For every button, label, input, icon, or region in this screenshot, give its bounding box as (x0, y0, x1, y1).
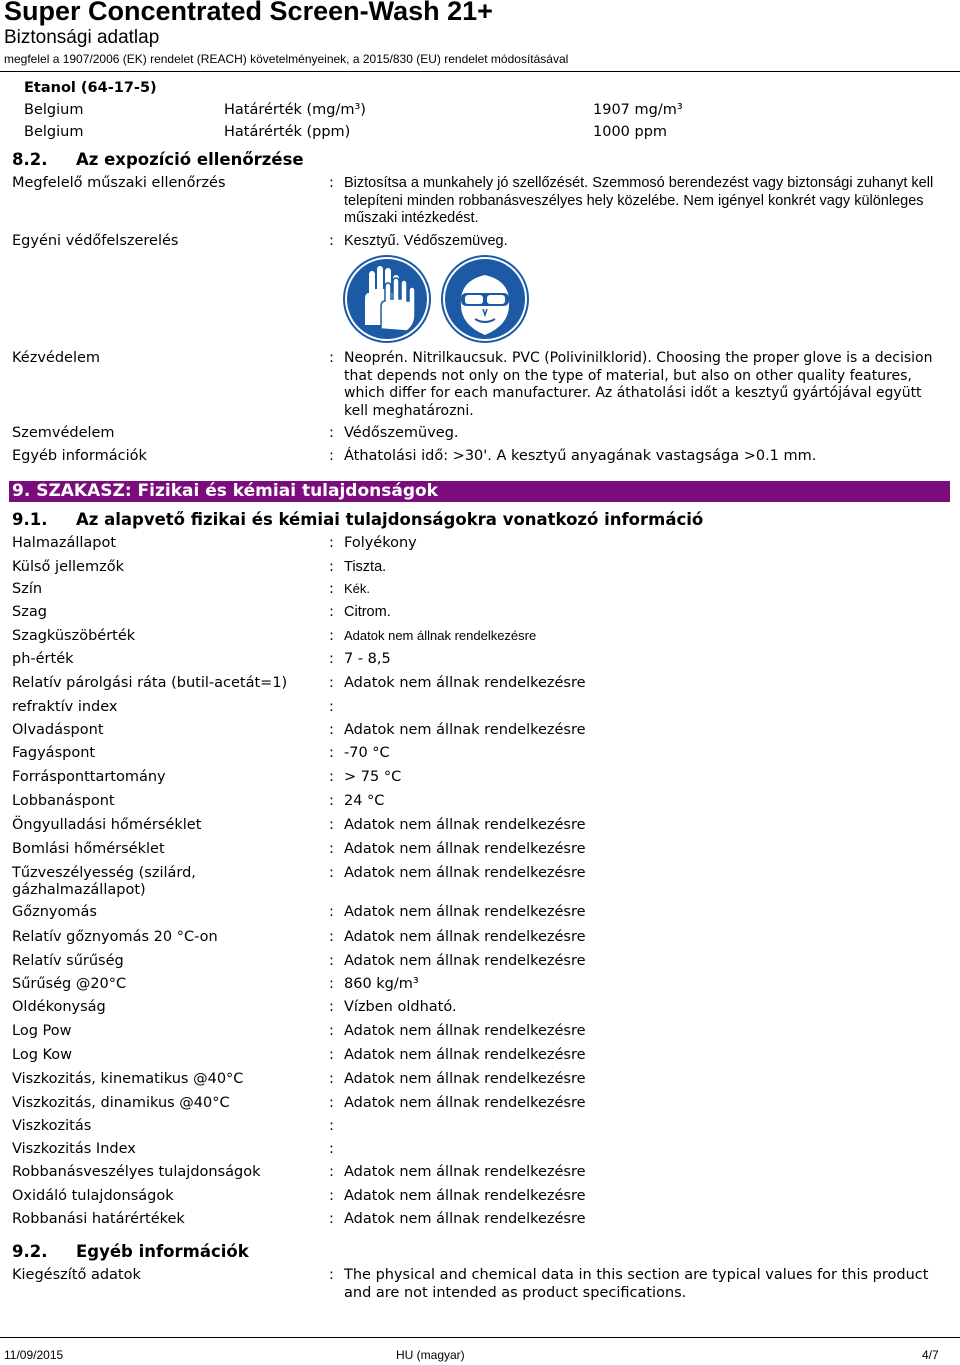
section-8-2-number: 8.2. (12, 150, 48, 169)
eye-protection-label: Szemvédelem (12, 425, 115, 441)
document-title: Super Concentrated Screen-Wash 21+ (4, 0, 493, 26)
property-label: Szag (12, 604, 47, 620)
property-value: Adatok nem állnak rendelkezésre (344, 953, 586, 969)
document-subtitle: Biztonsági adatlap (4, 27, 160, 48)
separator: : (329, 1164, 334, 1180)
separator: : (329, 841, 334, 857)
separator: : (329, 675, 334, 691)
separator: : (329, 425, 334, 441)
limit-value: 1000 ppm (593, 124, 668, 140)
separator: : (329, 1267, 334, 1283)
property-value: Adatok nem állnak rendelkezésre (344, 722, 586, 738)
section-9-1-number: 9.1. (12, 510, 48, 529)
property-label: Viszkozitás, dinamikus @40°C (12, 1095, 230, 1111)
footer-page-number: 4/7 (922, 1348, 939, 1362)
property-label: Relatív sűrűség (12, 953, 124, 969)
property-value: Adatok nem állnak rendelkezésre (344, 675, 586, 691)
property-value: > 75 °C (344, 769, 402, 785)
property-value: 860 kg/m³ (344, 976, 419, 992)
limit-type: Határérték (mg/m³) (224, 102, 366, 118)
property-label: refraktív index (12, 699, 118, 715)
section-9-1-title: Az alapvető fizikai és kémiai tulajdonságokra vonatkozó információ (76, 510, 704, 529)
separator: : (329, 581, 334, 597)
property-label: Gőznyomás (12, 904, 97, 920)
property-label: Lobbanáspont (12, 793, 115, 809)
property-label: Log Pow (12, 1023, 72, 1039)
property-label: Fagyáspont (12, 745, 96, 761)
property-value: Folyékony (344, 535, 417, 551)
property-value: 7 - 8,5 (344, 651, 391, 667)
property-value: Adatok nem állnak rendelkezésre (344, 628, 537, 643)
property-label: Log Kow (12, 1047, 73, 1063)
separator: : (329, 350, 334, 366)
additional-data-value: The physical and chemical data in this section are typical values for this product and are not intended as product specifications. (344, 1267, 929, 1301)
separator: : (329, 1118, 334, 1134)
separator: : (329, 1095, 334, 1111)
property-label: Viszkozitás Index (12, 1141, 136, 1157)
gloves-icon (343, 255, 431, 343)
separator: : (329, 745, 334, 761)
ppe-value: Kesztyű. Védőszemüveg. (344, 233, 508, 249)
separator: : (329, 1141, 334, 1157)
separator: : (329, 793, 334, 809)
property-label: Oldékonyság (12, 999, 106, 1015)
property-label: Külső jellemzők (12, 559, 124, 575)
property-value: Adatok nem állnak rendelkezésre (344, 817, 586, 833)
section-9-2-number: 9.2. (12, 1242, 48, 1261)
limit-type: Határérték (ppm) (224, 124, 351, 140)
separator: : (329, 604, 334, 620)
separator: : (329, 559, 334, 575)
separator: : (329, 535, 334, 551)
property-value: Adatok nem állnak rendelkezésre (344, 1047, 586, 1063)
separator: : (329, 817, 334, 833)
separator: : (329, 233, 334, 249)
separator: : (329, 175, 334, 191)
other-info-value: Áthatolási idő: >30'. A kesztyű anyagának vastagsága >0.1 mm. (344, 448, 817, 464)
section-9-header: 9. SZAKASZ: Fizikai és kémiai tulajdonságok (9, 481, 950, 502)
property-label: Viszkozitás (12, 1118, 92, 1134)
separator: : (329, 448, 334, 464)
separator: : (329, 1047, 334, 1063)
regulation-note: megfelel a 1907/2006 (EK) rendelet (REACH) követelményeinek, a 2015/830 (EU) rendelet módosításával (4, 52, 569, 66)
separator: : (329, 999, 334, 1015)
property-label: Halmazállapot (12, 535, 117, 551)
property-label: Robbanásveszélyes tulajdonságok (12, 1164, 261, 1180)
hand-protection-label: Kézvédelem (12, 350, 101, 366)
hand-protection-value: Neoprén. Nitrilkaucsuk. PVC (Polivinilklorid). Choosing the proper glove is a decision that depends not only on the type of material, but also on other quality features, which differ for each manufacturer. Az áthatolási időt a kesztyű gyártójával együtt kell meghatározni. (344, 350, 933, 419)
separator: : (329, 699, 334, 715)
property-value: Vízben oldható. (344, 999, 457, 1015)
substance-name: Etanol (64-17-5) (24, 80, 157, 96)
separator: : (329, 929, 334, 945)
property-value: Adatok nem állnak rendelkezésre (344, 904, 586, 920)
section-8-2-title: Az expozíció ellenőrzése (76, 150, 304, 169)
limit-value: 1907 mg/m³ (593, 102, 683, 118)
separator: : (329, 1023, 334, 1039)
eye-protection-value: Védőszemüveg. (344, 425, 459, 441)
property-value: Adatok nem állnak rendelkezésre (344, 1188, 586, 1204)
property-value: Kék. (344, 581, 371, 596)
engineering-controls-label: Megfelelő műszaki ellenőrzés (12, 175, 226, 191)
header-divider (0, 71, 960, 72)
property-label: Tűzveszélyesség (szilárd, gázhalmazállapot) (12, 865, 196, 898)
property-label: Forrásponttartomány (12, 769, 166, 785)
property-label: Sűrűség @20°C (12, 976, 127, 992)
property-value: Adatok nem állnak rendelkezésre (344, 865, 586, 881)
property-label: Bomlási hőmérséklet (12, 841, 165, 857)
property-label: ph-érték (12, 651, 74, 667)
separator: : (329, 976, 334, 992)
separator: : (329, 953, 334, 969)
property-label: Öngyulladási hőmérséklet (12, 817, 202, 833)
separator: : (329, 904, 334, 920)
property-value: Citrom. (344, 604, 391, 620)
separator: : (329, 1071, 334, 1087)
property-value: Adatok nem állnak rendelkezésre (344, 841, 586, 857)
property-label: Szagküszöbérték (12, 628, 136, 644)
property-label: Relatív párolgási ráta (butil-acetát=1) (12, 675, 288, 691)
other-info-label: Egyéb információk (12, 448, 147, 464)
property-value: Adatok nem állnak rendelkezésre (344, 1164, 586, 1180)
limit-country: Belgium (24, 124, 84, 140)
separator: : (329, 1211, 334, 1227)
ppe-label: Egyéni védőfelszerelés (12, 233, 179, 249)
footer-date: 11/09/2015 (4, 1348, 64, 1362)
separator: : (329, 865, 334, 881)
property-label: Szín (12, 581, 43, 597)
property-value: Tiszta. (344, 559, 387, 575)
separator: : (329, 651, 334, 667)
footer-divider (0, 1337, 960, 1338)
goggles-icon (441, 255, 529, 343)
additional-data-label: Kiegészítő adatok (12, 1267, 141, 1283)
property-value: Adatok nem állnak rendelkezésre (344, 1071, 586, 1087)
separator: : (329, 769, 334, 785)
separator: : (329, 722, 334, 738)
engineering-controls-value: Biztosítsa a munkahely jó szellőzését. Szemmosó berendezést vagy biztonsági zuhanyt kell telepíteni minden robbanásveszélyes hely közelébe. Nem igényel konkrét vagy különleges műszaki intézkedést. (344, 175, 934, 226)
property-label: Olvadáspont (12, 722, 104, 738)
footer-language: HU (magyar) (396, 1348, 465, 1362)
ppe-pictograms (341, 253, 531, 347)
property-label: Relatív gőznyomás 20 °C-on (12, 929, 218, 945)
property-label: Robbanási határértékek (12, 1211, 185, 1227)
property-label: Viszkozitás, kinematikus @40°C (12, 1071, 244, 1087)
separator: : (329, 628, 334, 644)
property-value: Adatok nem állnak rendelkezésre (344, 929, 586, 945)
section-9-2-title: Egyéb információk (76, 1242, 249, 1261)
property-value: 24 °C (344, 793, 385, 809)
separator: : (329, 1188, 334, 1204)
property-value: Adatok nem állnak rendelkezésre (344, 1095, 586, 1111)
property-value: Adatok nem állnak rendelkezésre (344, 1211, 586, 1227)
property-label: Oxidáló tulajdonságok (12, 1188, 174, 1204)
property-value: -70 °C (344, 745, 390, 761)
limit-country: Belgium (24, 102, 84, 118)
property-value: Adatok nem állnak rendelkezésre (344, 1023, 586, 1039)
